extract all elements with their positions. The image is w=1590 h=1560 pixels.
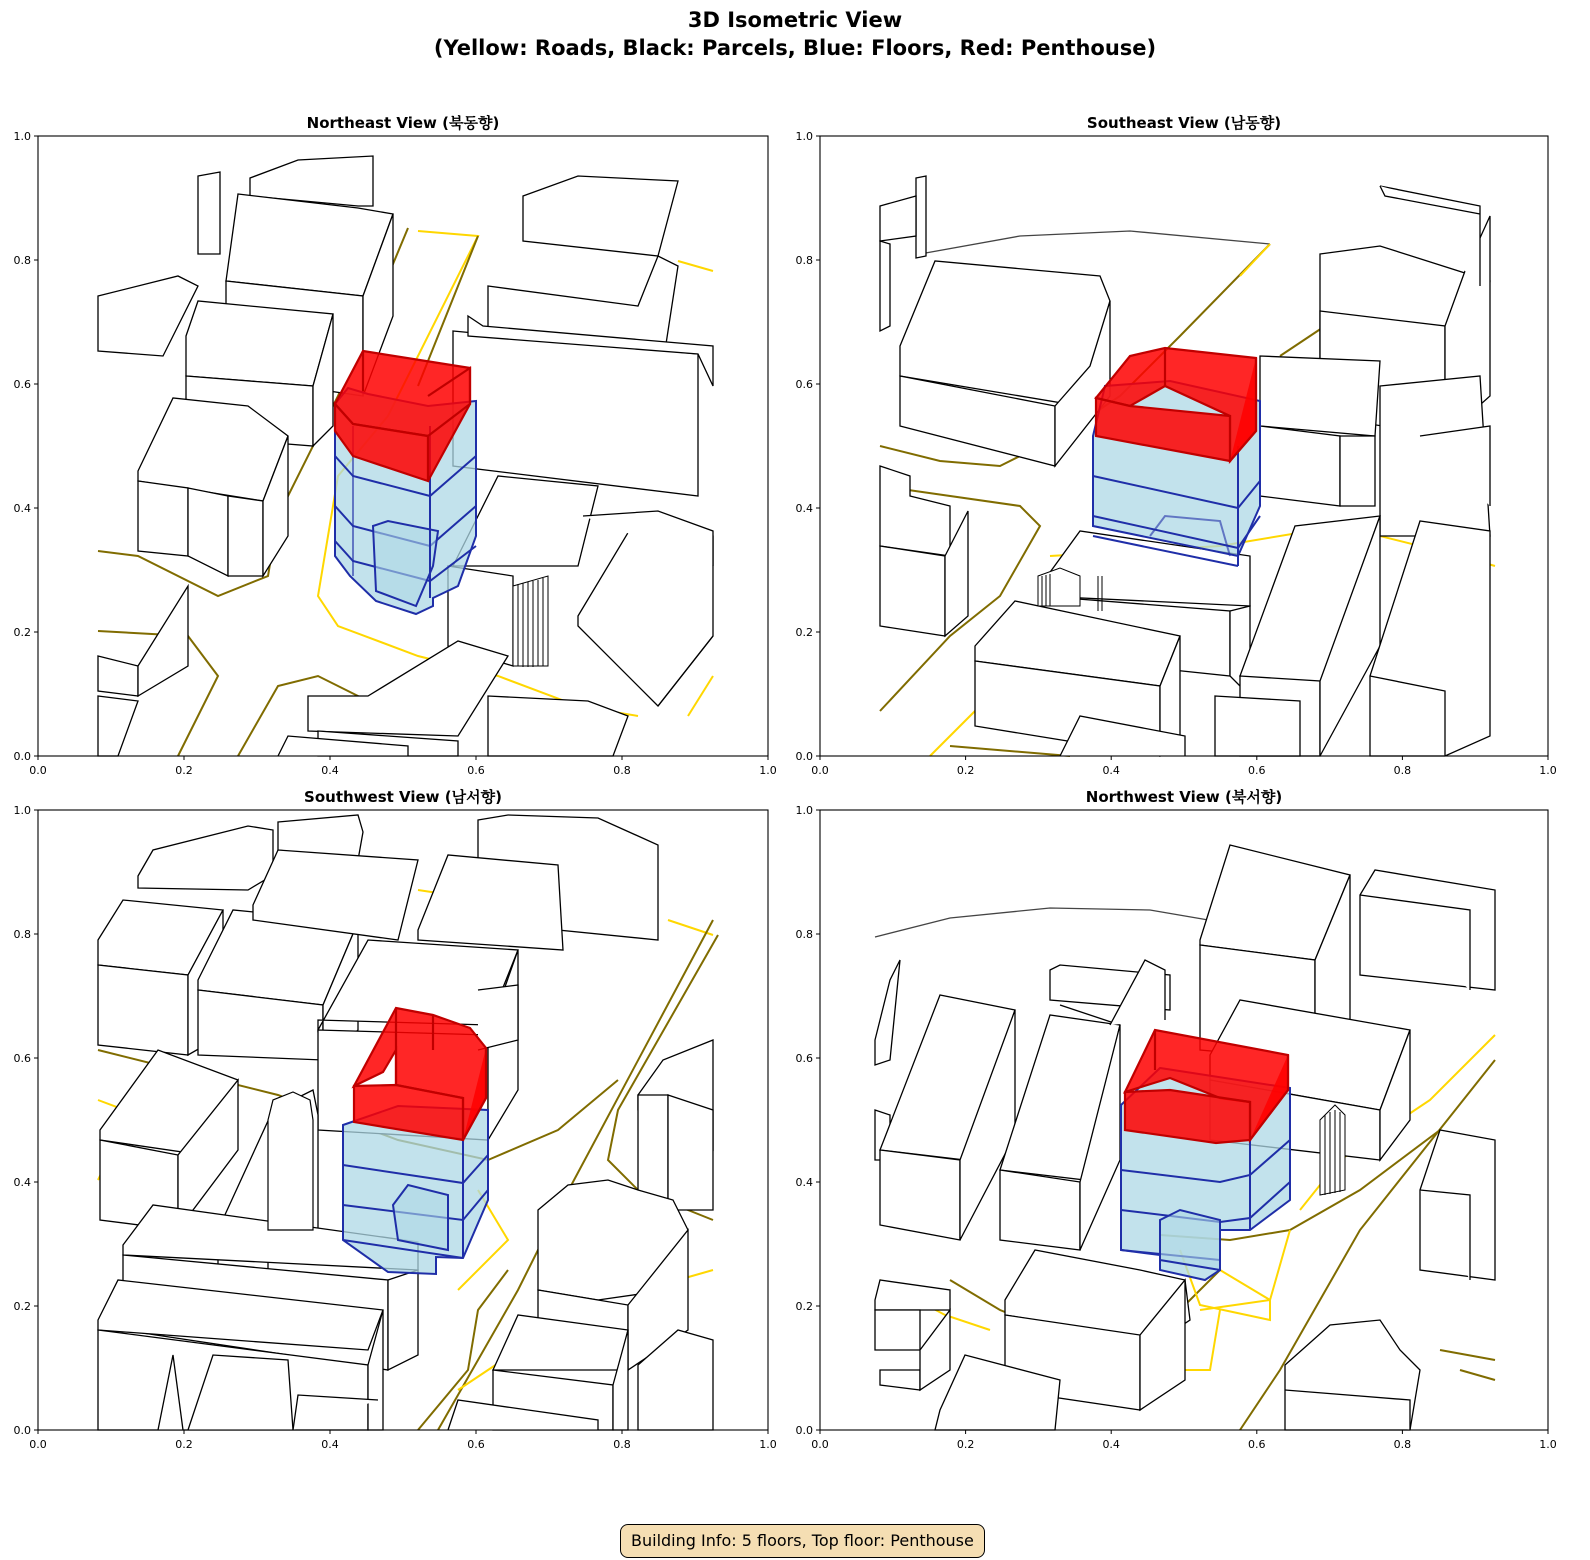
x-tick-label: 0.4 <box>1102 1438 1120 1451</box>
x-tick-label: 1.0 <box>759 1438 777 1451</box>
x-tick-label: 0.6 <box>1248 764 1266 777</box>
x-tick-label: 0.2 <box>175 1438 193 1451</box>
panel-title-northwest: Northwest View (북서향) <box>1085 788 1283 806</box>
y-tick-label: 0.8 <box>795 254 813 267</box>
y-tick-label: 0.0 <box>795 1424 813 1437</box>
y-tick-label: 0.4 <box>795 502 813 515</box>
striped-cylinder <box>1320 1105 1345 1195</box>
x-tick-label: 1.0 <box>759 764 777 777</box>
x-tick-label: 0.4 <box>321 764 339 777</box>
x-tick-label: 0.0 <box>811 764 829 777</box>
panel-title-southeast: Southeast View (남동향) <box>1086 114 1282 132</box>
y-tick-label: 0.8 <box>795 928 813 941</box>
x-tick-label: 0.2 <box>956 764 975 777</box>
penthouse <box>354 1008 486 1140</box>
y-tick-label: 0.8 <box>13 254 31 267</box>
x-tick-label: 0.8 <box>613 764 631 777</box>
x-tick-label: 0.4 <box>1102 764 1120 777</box>
y-tick-label: 0.0 <box>13 750 31 763</box>
y-tick-label: 0.2 <box>795 626 813 639</box>
x-tick-label: 0.6 <box>467 764 485 777</box>
x-tick-label: 0.8 <box>1393 1438 1412 1451</box>
y-tick-label: 0.0 <box>13 1424 31 1437</box>
figure-title-line1: 3D Isometric View <box>687 8 903 32</box>
dome <box>268 1092 313 1230</box>
x-tick-label: 0.8 <box>613 1438 631 1451</box>
panel-title-northeast: Northeast View (북동향) <box>306 114 500 132</box>
panel-southeast <box>795 130 1557 777</box>
y-tick-label: 0.6 <box>795 378 813 391</box>
x-tick-label: 1.0 <box>1539 1438 1557 1451</box>
x-tick-label: 0.2 <box>956 1438 975 1451</box>
x-tick-label: 0.0 <box>29 764 47 777</box>
y-tick-label: 0.4 <box>13 502 31 515</box>
building-info-box: Building Info: 5 floors, Top floor: Penthouse <box>620 1524 985 1558</box>
y-tick-label: 0.6 <box>13 1052 31 1065</box>
panel-northwest <box>795 804 1557 1451</box>
y-tick-label: 0.4 <box>795 1176 813 1189</box>
panel-southwest <box>13 804 777 1451</box>
y-tick-label: 0.8 <box>13 928 31 941</box>
x-tick-label: 0.2 <box>175 764 193 777</box>
y-tick-label: 0.2 <box>13 1300 31 1313</box>
striped-cylinder <box>513 576 548 667</box>
y-tick-label: 0.2 <box>13 626 31 639</box>
figure-title-line2: (Yellow: Roads, Black: Parcels, Blue: Floors, Red: Penthouse) <box>433 36 1157 60</box>
x-tick-label: 0.6 <box>467 1438 485 1451</box>
x-tick-label: 0.0 <box>29 1438 47 1451</box>
panel-northeast <box>13 130 777 777</box>
y-tick-label: 0.4 <box>13 1176 31 1189</box>
y-tick-label: 1.0 <box>13 130 31 143</box>
x-tick-label: 0.6 <box>1248 1438 1266 1451</box>
x-tick-label: 0.4 <box>321 1438 339 1451</box>
x-tick-label: 0.8 <box>1393 764 1412 777</box>
figure-title <box>0 6 1590 62</box>
y-tick-label: 0.6 <box>13 378 31 391</box>
x-tick-label: 0.0 <box>811 1438 829 1451</box>
y-tick-label: 0.0 <box>795 750 813 763</box>
y-tick-label: 0.6 <box>795 1052 813 1065</box>
x-tick-label: 1.0 <box>1539 764 1557 777</box>
panel-title-southwest: Southwest View (남서향) <box>304 788 502 806</box>
y-tick-label: 1.0 <box>795 804 813 817</box>
y-tick-label: 0.2 <box>795 1300 813 1313</box>
y-tick-label: 1.0 <box>13 804 31 817</box>
y-tick-label: 1.0 <box>795 130 813 143</box>
